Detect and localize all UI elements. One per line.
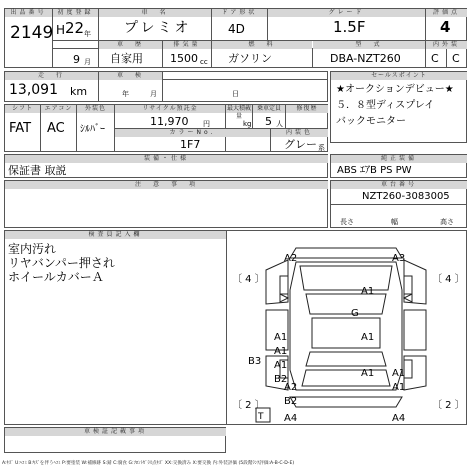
tire-fr: 〔 4 〕 xyxy=(432,274,465,285)
equipment: 保証書 取説 xyxy=(8,164,67,177)
notes-label: 注 意 事 項 xyxy=(5,181,328,189)
inspect-label: 車 検 xyxy=(99,72,162,80)
tire-rr: 〔 2 〕 xyxy=(432,400,465,411)
car-diagram xyxy=(226,230,467,425)
month-unit: 月 xyxy=(84,58,91,66)
ext-score: C xyxy=(452,52,460,65)
lot-number: 2149 xyxy=(10,23,54,43)
usage: 自家用 xyxy=(110,52,143,65)
load-label: 最大積載量 xyxy=(226,105,251,120)
mileage-label: 走 行 xyxy=(5,72,98,80)
mark-a1-hood: A1 xyxy=(361,286,375,297)
person-unit: 人 xyxy=(276,120,283,128)
inspection-line-3: ホイールカバーＡ xyxy=(8,270,104,284)
interior: グレー xyxy=(284,138,317,151)
interior-label: 内装色 xyxy=(271,129,328,137)
int-ext-label: 内外装 xyxy=(426,41,467,49)
capacity-label: 乗車定員 xyxy=(253,105,285,113)
mark-a4-left: A4 xyxy=(284,413,298,424)
int-score: C xyxy=(431,52,439,65)
shift: FAT xyxy=(9,121,32,136)
tire-fl: 〔 4 〕 xyxy=(232,274,265,285)
usage-label: 車 歴 xyxy=(99,41,162,49)
mark-a1-right: A1 xyxy=(392,368,406,379)
model: DBA-NZT260 xyxy=(330,52,401,65)
sales-point-1: ★オークションデビュー★ xyxy=(336,84,454,95)
year-unit: 年 xyxy=(84,30,91,38)
mark-b2-left: B2 xyxy=(274,374,288,385)
km-unit: km xyxy=(70,85,88,98)
color-no: 1F7 xyxy=(180,138,201,151)
displacement-label: 排気量 xyxy=(163,41,211,49)
mark-b2-rear: B2 xyxy=(284,396,298,407)
car-name: プレミオ xyxy=(124,20,192,36)
displacement: 1500 xyxy=(170,52,198,65)
mileage: 13,091 xyxy=(9,82,58,98)
inspect-day-unit: 日 xyxy=(232,90,239,98)
inspect-month-unit: 月 xyxy=(150,90,157,98)
fuel-label: 燃 料 xyxy=(212,41,312,49)
grade-label: グレード xyxy=(268,9,425,17)
legend: A:ｷｽﾞ U:ﾍｺﾐ B:ｷｽﾞを伴うﾍｺﾐ P:要塗装 W:補修跡 S:錆 C:腐食 G:ﾌﾛﾝﾄｶﾞﾗｽ点ｷｽﾞ XX:交換済み X:要交換 内:外装評価 (5段階ﾗﾝｸ評価:A-B-C-D-E) xyxy=(2,461,295,466)
recycle-label: リサイクル預託金 xyxy=(115,105,225,113)
mark-a1-left-rear: A1 xyxy=(274,360,288,371)
score-label: 評価点 xyxy=(426,9,467,17)
chassis-label: 車台番号 xyxy=(331,181,467,189)
sales-point-3: バックモニター xyxy=(336,116,406,127)
recycle: 11,970 xyxy=(150,115,189,128)
width-label: 幅 xyxy=(391,218,398,226)
length-label: 長さ xyxy=(340,218,354,226)
chassis-number: NZT260-3083005 xyxy=(362,191,450,202)
fix-label: 修復歴 xyxy=(286,105,328,113)
mark-a1-trunk: A1 xyxy=(361,368,375,379)
score: 4 xyxy=(440,18,451,36)
svg-text:T: T xyxy=(258,412,264,422)
mark-b3: B3 xyxy=(248,356,262,367)
interior-suffix: 系 xyxy=(318,144,325,152)
era: H xyxy=(56,23,66,37)
tire-rl: 〔 2 〕 xyxy=(232,400,265,411)
mark-a4-right: A4 xyxy=(392,413,406,424)
sales-label: セールスポイント xyxy=(331,72,467,80)
car-name-label: 車 名 xyxy=(99,9,211,17)
inspection-line-1: 室内汚れ xyxy=(8,242,57,256)
doors-label: ドア形状 xyxy=(212,9,267,17)
color-no-label: カラーNo. xyxy=(115,129,270,137)
std-label: 純正装備 xyxy=(331,155,467,163)
inspection-label: 検査員記入欄 xyxy=(5,231,226,239)
ac-label: エアコン xyxy=(41,105,76,113)
lot-label: 出品番号 xyxy=(5,9,52,17)
mark-a1-left-mid: A1 xyxy=(274,346,288,357)
color-label: 外装色 xyxy=(77,105,114,113)
grade: 1.5F xyxy=(333,18,366,36)
reg-label: 初度登録 xyxy=(53,9,98,17)
fuel: ガソリン xyxy=(228,52,272,65)
capacity: 5 xyxy=(265,115,272,128)
yen-unit: 円 xyxy=(203,120,210,128)
color: ｼﾙﾊﾞｰ xyxy=(80,124,105,135)
mark-a2-rear: A2 xyxy=(284,382,298,393)
cc-unit: cc xyxy=(200,58,208,66)
equipment-label: 装備・仕様 xyxy=(5,155,328,163)
model-label: 型 式 xyxy=(313,41,425,49)
reg-year: 22 xyxy=(65,19,85,37)
reg-month: 9 xyxy=(73,53,80,66)
mark-g: G xyxy=(351,308,359,319)
mark-a1-left-front: A1 xyxy=(274,332,288,343)
inspect-year-unit: 年 xyxy=(122,90,129,98)
reg-cert-label: 車検証記載事項 xyxy=(5,428,226,436)
shift-label: シフト xyxy=(5,105,40,113)
std-equipment: ABS ｴｱB PS PW xyxy=(337,165,412,176)
mark-a1-roof: A1 xyxy=(361,332,375,343)
mark-a3-front: A3 xyxy=(392,253,406,264)
ac: AC xyxy=(47,121,65,136)
kg-unit: kg xyxy=(243,120,252,128)
mark-a1-rear-right: A1 xyxy=(392,382,406,393)
inspection-line-2: リヤバンパー押され xyxy=(8,256,115,270)
doors: 4D xyxy=(228,22,245,36)
sales-point-2: ５．８型ディスプレイ xyxy=(336,100,435,111)
mark-a2-front: A2 xyxy=(284,253,298,264)
height-label: 高さ xyxy=(440,218,454,226)
